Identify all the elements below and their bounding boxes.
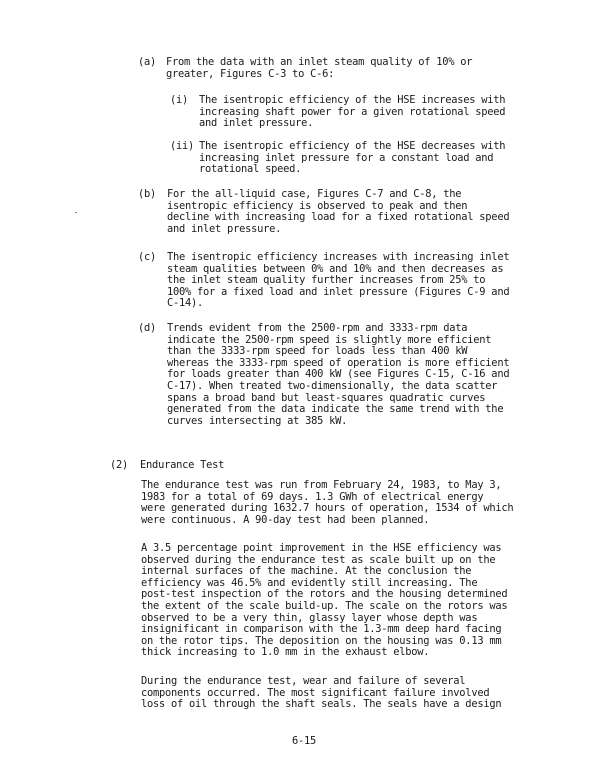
text-line: C-17). When treated two-dimensionally, the data scatter bbox=[167, 379, 498, 392]
text-line: The isentropic efficiency of the HSE decreases with bbox=[199, 140, 506, 152]
text-line: thick increasing to 1.0 mm in the exhaust elbow. bbox=[141, 646, 430, 659]
text-line: increasing inlet pressure for a constant load and bbox=[199, 151, 494, 164]
text-line: rotational speed. bbox=[199, 163, 302, 176]
scan-artifact bbox=[75, 212, 77, 213]
text-line: the extent of the scale build-up. The scale on the rotors was bbox=[141, 599, 508, 612]
item-label: (b) bbox=[138, 188, 157, 200]
text-line: greater, Figures C-3 to C-6: bbox=[166, 67, 335, 80]
item-label: (i) bbox=[170, 94, 189, 106]
text-line: efficiency was 46.5% and evidently still increasing. The bbox=[141, 576, 478, 589]
text-line: 1983 for a total of 69 days. 1.3 GWh of electrical energy bbox=[141, 490, 484, 503]
text-line: and inlet pressure. bbox=[167, 222, 282, 235]
item-text bbox=[199, 141, 505, 176]
page-number: 6-15 bbox=[292, 735, 317, 747]
text-line: post-test inspection of the rotors and the housing determined bbox=[141, 588, 508, 601]
text-line: From the data with an inlet steam quality of 10% or bbox=[166, 56, 473, 68]
text-line: loss of oil through the shaft seals. The seals have a design bbox=[141, 698, 502, 711]
text-line: were continuous. A 90-day test had been planned. bbox=[141, 513, 430, 526]
text-line: C-14). bbox=[167, 297, 204, 310]
text-line: curves intersecting at 385 kW. bbox=[167, 414, 348, 427]
text-line: components occurred. The most significant failure involved bbox=[141, 686, 490, 699]
text-line: increasing shaft power for a given rotational speed bbox=[199, 105, 506, 118]
paragraph bbox=[141, 480, 513, 526]
text-line: for loads greater than 400 kW (see Figures C-15, C-16 and bbox=[167, 368, 510, 381]
text-line: spans a broad band but least-squares quadratic curves bbox=[167, 391, 486, 404]
text-line: indicate the 2500-rpm speed is slightly more efficient bbox=[167, 333, 492, 346]
text-line: observed during the endurance test as scale built up on the bbox=[141, 553, 496, 566]
item-label: (d) bbox=[138, 322, 157, 334]
item-label: (c) bbox=[138, 251, 157, 263]
text-line: A 3.5 percentage point improvement in the HSE efficiency was bbox=[141, 542, 502, 554]
text-line: The isentropic efficiency of the HSE increases with bbox=[199, 94, 506, 106]
text-line: The isentropic efficiency increases with increasing inlet bbox=[167, 251, 510, 263]
text-line: steam qualities between 0% and 10% and then decreases as bbox=[167, 262, 504, 275]
text-line: than the 3333-rpm speed for loads less than 400 kW bbox=[167, 345, 468, 358]
item-label: (ii) bbox=[170, 140, 195, 152]
text-line: For the all-liquid case, Figures C-7 and C-8, the bbox=[167, 188, 462, 200]
text-line: decline with increasing load for a fixed rotational speed bbox=[167, 211, 510, 224]
text-line: observed to be a very thin, glassy layer whose depth was bbox=[141, 611, 478, 624]
text-line: generated from the data indicate the same trend with the bbox=[167, 403, 504, 416]
item-text bbox=[199, 95, 505, 130]
text-line: on the rotor tips. The deposition on the housing was 0.13 mm bbox=[141, 634, 502, 647]
text-line: isentropic efficiency is observed to peak and then bbox=[167, 199, 468, 212]
item-label: (a) bbox=[138, 56, 157, 68]
text-line: the inlet steam quality further increases from 25% to bbox=[167, 274, 486, 287]
text-line: and inlet pressure. bbox=[199, 117, 314, 130]
text-line: During the endurance test, wear and failure of several bbox=[141, 675, 466, 687]
item-text bbox=[167, 252, 509, 310]
text-line: were generated during 1632.7 hours of operation, 1534 of which bbox=[141, 502, 514, 515]
text-line: whereas the 3333-rpm speed of operation is more efficient bbox=[167, 356, 510, 369]
section-heading bbox=[110, 460, 224, 472]
item-text bbox=[166, 57, 472, 80]
paragraph bbox=[141, 543, 507, 659]
text-line: The endurance test was run from February 24, 1983, to May 3, bbox=[141, 479, 502, 491]
text-line: insignificant in comparison with the 1.3-mm deep hard facing bbox=[141, 623, 502, 636]
item-text bbox=[167, 189, 509, 235]
text-line: Trends evident from the 2500-rpm and 3333-rpm data bbox=[167, 322, 468, 334]
section-number: (2) bbox=[110, 459, 129, 471]
text-line: 100% for a fixed load and inlet pressure (Figures C-9 and bbox=[167, 285, 510, 298]
paragraph bbox=[141, 676, 501, 711]
section-title: Endurance Test bbox=[140, 459, 225, 471]
text-line: internal surfaces of the machine. At the conclusion the bbox=[141, 565, 472, 578]
item-text bbox=[167, 323, 509, 427]
